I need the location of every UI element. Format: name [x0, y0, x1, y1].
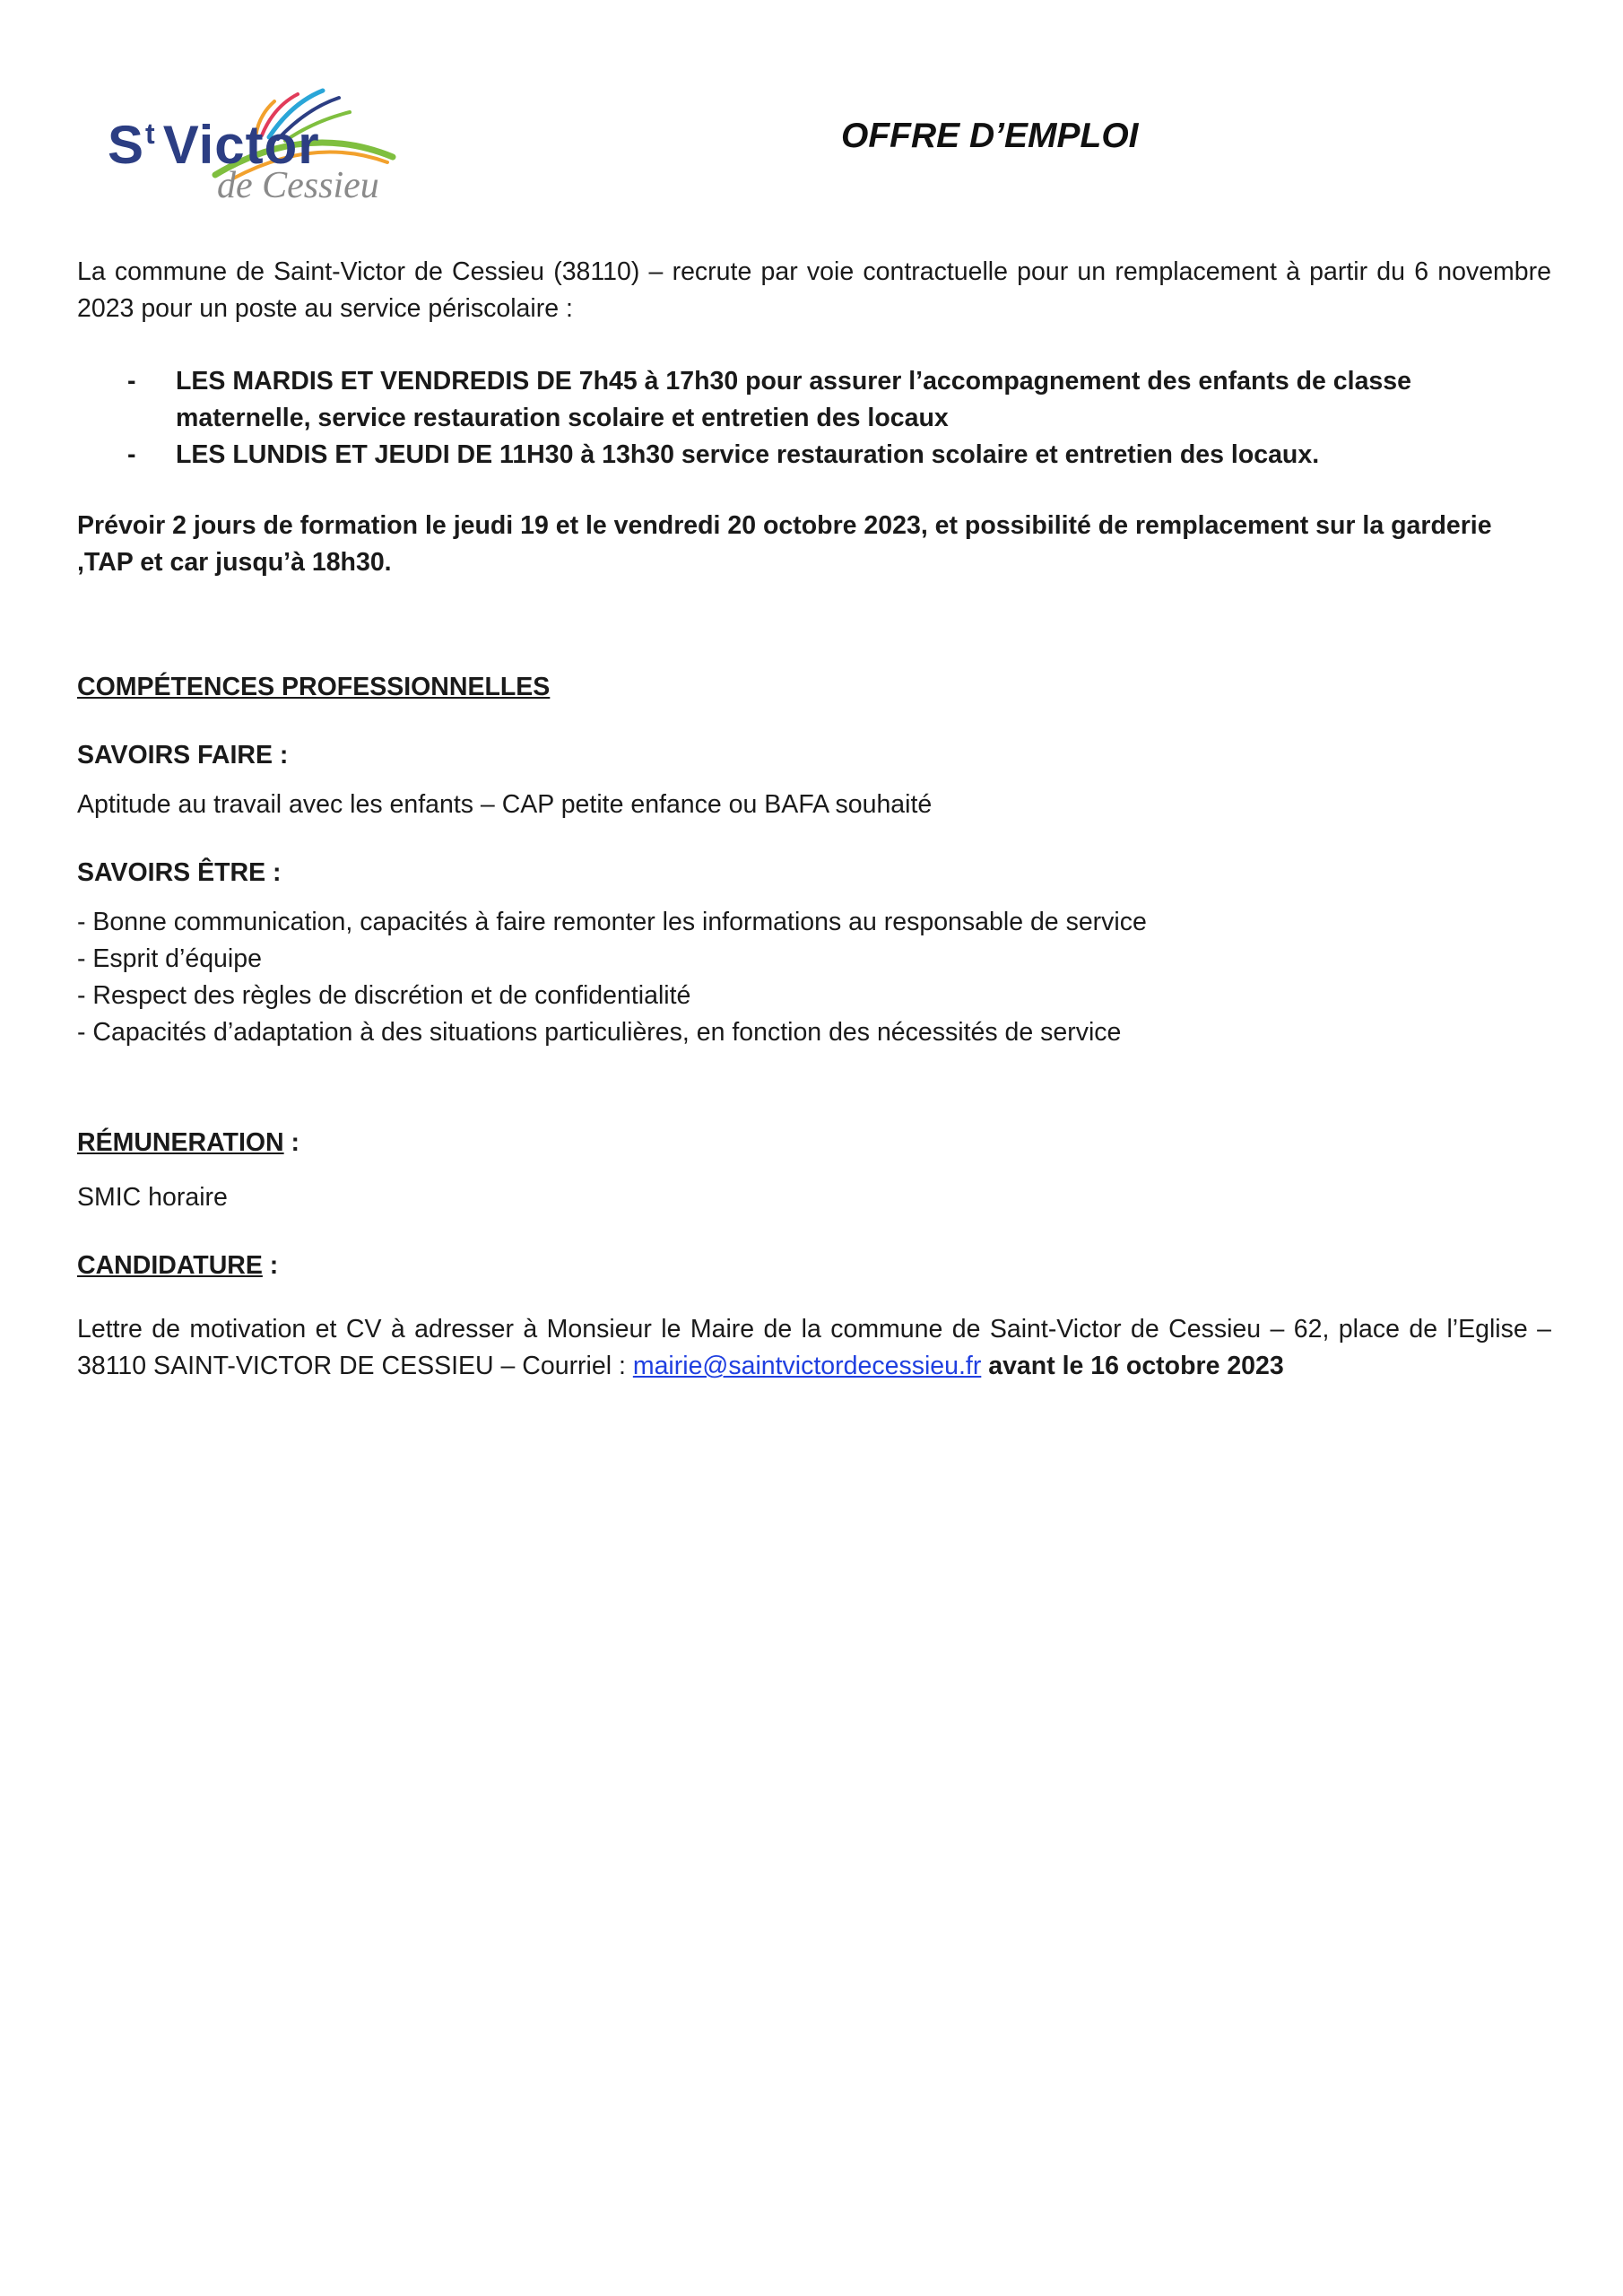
candidature-heading	[77, 1248, 1551, 1284]
list-item: - Capacités d’adaptation à des situations particulières, en fonction des nécessités de service	[77, 1018, 1122, 1047]
bullet-dash: -	[127, 367, 136, 396]
competences-heading: COMPÉTENCES PROFESSIONNELLES	[77, 673, 551, 701]
list-item: - Esprit d’équipe	[77, 944, 262, 973]
schedule-item	[77, 363, 1551, 437]
bullet-dash: -	[127, 440, 136, 469]
schedule-list	[77, 363, 1551, 474]
remuneration-heading	[77, 1125, 1551, 1161]
savoirs-etre-heading: SAVOIRS ÊTRE :	[77, 858, 282, 887]
remuneration-heading-label: RÉMUNERATION	[77, 1128, 284, 1157]
schedule-item-text: LES LUNDIS ET JEUDI DE 11H30 à 13h30 service restauration scolaire et entretien des locaux.	[176, 440, 1320, 469]
logo-title-prefix: S	[108, 115, 145, 175]
candidature-heading-colon: :	[262, 1251, 279, 1280]
candidature-paragraph	[77, 1311, 1551, 1385]
schedule-item-text: LES MARDIS ET VENDREDIS DE 7h45 à 17h30 pour assurer l’accompagnement des enfants de classe maternelle, service restauration scolaire et entretien des locaux	[176, 367, 1411, 432]
candidature-heading-label: CANDIDATURE	[77, 1251, 263, 1280]
formation-paragraph: Prévoir 2 jours de formation le jeudi 19 et le vendredi 20 octobre 2023, et possibilité de remplacement sur la garderie ,TAP et car jusqu’à 18h30.	[77, 511, 1492, 577]
email-link[interactable]: mairie@saintvictordecessieu.fr	[632, 1352, 982, 1380]
remuneration-text: SMIC horaire	[77, 1183, 228, 1212]
list-item: - Respect des règles de discrétion et de confidentialité	[77, 981, 691, 1010]
list-item: - Bonne communication, capacités à faire remonter les informations au responsable de service	[77, 908, 1147, 936]
remuneration-heading-colon: :	[283, 1128, 300, 1157]
logo-title-rest: Victor	[162, 115, 320, 175]
logo-title-superscript: t	[145, 117, 156, 150]
candidature-deadline: avant le 16 octobre 2023	[981, 1352, 1284, 1380]
candidature-text: Lettre de motivation et CV à adresser à Monsieur le Maire de la commune de Saint-Victor de Cessieu – 62, place de l’Eglise – 38110 SAINT-VICTOR DE CESSIEU – Courriel :	[77, 1315, 1551, 1380]
schedule-item	[77, 437, 1551, 474]
savoirs-etre-list	[77, 904, 1551, 1051]
savoirs-faire-text: Aptitude au travail avec les enfants – CAP petite enfance ou BAFA souhaité	[77, 790, 933, 819]
document-title: OFFRE D’EMPLOI	[841, 117, 1139, 155]
savoirs-faire-heading: SAVOIRS FAIRE :	[77, 741, 289, 770]
commune-logo	[99, 85, 404, 220]
document-body	[77, 254, 1551, 1385]
intro-paragraph: La commune de Saint-Victor de Cessieu (38110) – recrute par voie contractuelle pour un remplacement à partir du 6 novembre 2023 pour un poste au service périscolaire :	[77, 257, 1551, 323]
logo-subtitle: de Cessieu	[217, 165, 379, 206]
